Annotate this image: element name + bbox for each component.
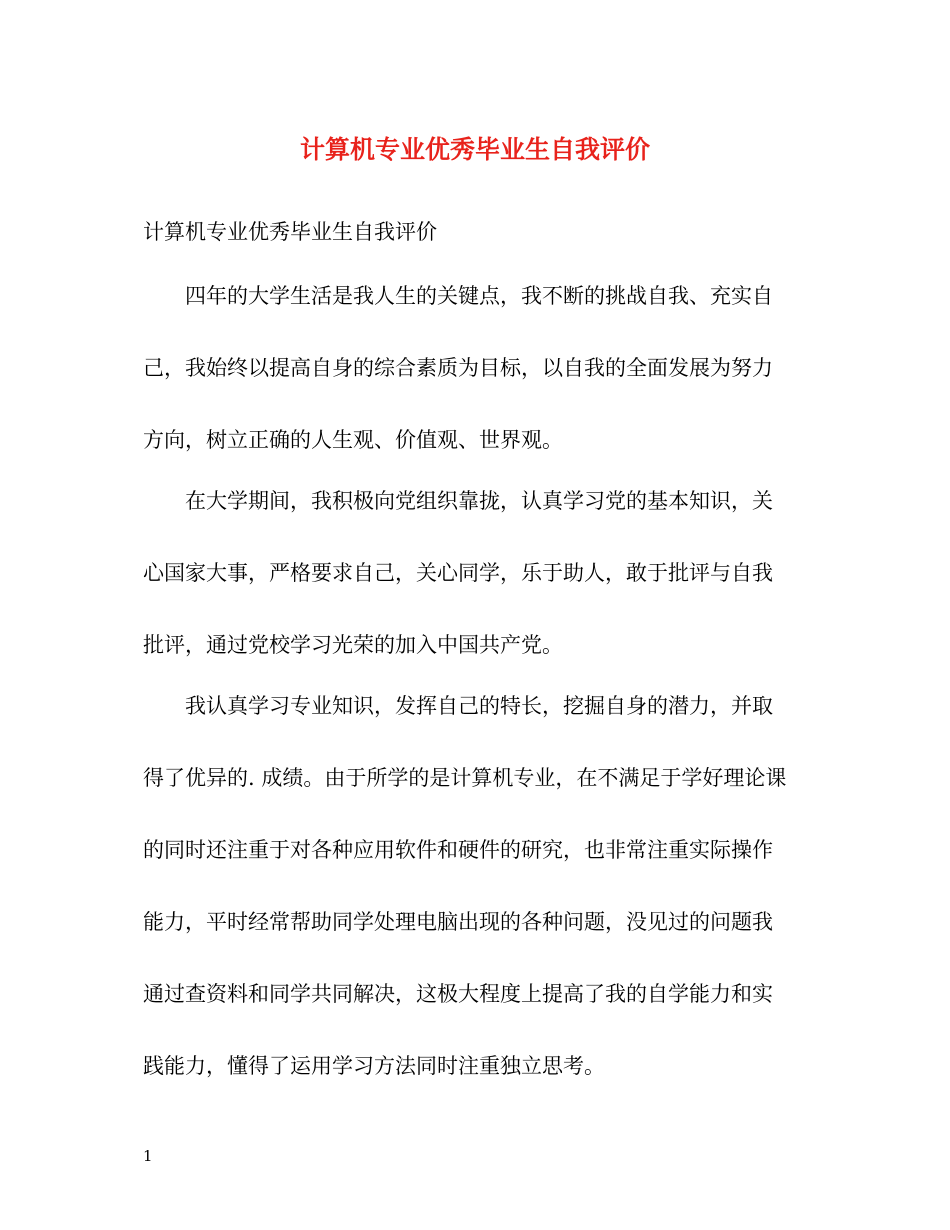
paragraph-3-line-5: 通过查资料和同学共同解决，这极大程度上提高了我的自学能力和实: [143, 982, 773, 1006]
paragraph-2-line-2: 心国家大事，严格要求自己，关心同学，乐于助人，敢于批评与自我: [143, 561, 773, 585]
paragraph-3-line-1: 我认真学习专业知识，发挥自己的特长，挖掘自身的潜力，并取: [185, 694, 773, 718]
subtitle-line: 计算机专业优秀毕业生自我评价: [143, 220, 437, 244]
paragraph-1-line-3: 方向，树立正确的人生观、价值观、世界观。: [143, 428, 563, 452]
paragraph-3-line-2: 得了优异的. 成绩。由于所学的是计算机专业，在不满足于学好理论课: [143, 766, 787, 790]
document-title: 计算机专业优秀毕业生自我评价: [299, 135, 650, 164]
paragraph-3-line-3: 的同时还注重于对各种应用软件和硬件的研究，也非常注重实际操作: [143, 838, 773, 862]
paragraph-2-line-1: 在大学期间，我积极向党组织靠拢，认真学习党的基本知识，关: [185, 489, 773, 513]
paragraph-2-line-3: 批评，通过党校学习光荣的加入中国共产党。: [143, 633, 563, 657]
paragraph-1-line-1: 四年的大学生活是我人生的关键点，我不断的挑战自我、充实自: [185, 284, 773, 308]
paragraph-3-line-4: 能力，平时经常帮助同学处理电脑出现的各种问题，没见过的问题我: [143, 910, 773, 934]
page-number: 1: [143, 1147, 153, 1165]
paragraph-1-line-2: 己，我始终以提高自身的综合素质为目标，以自我的全面发展为努力: [143, 356, 773, 380]
paragraph-3-line-6: 践能力，懂得了运用学习方法同时注重独立思考。: [143, 1054, 605, 1078]
